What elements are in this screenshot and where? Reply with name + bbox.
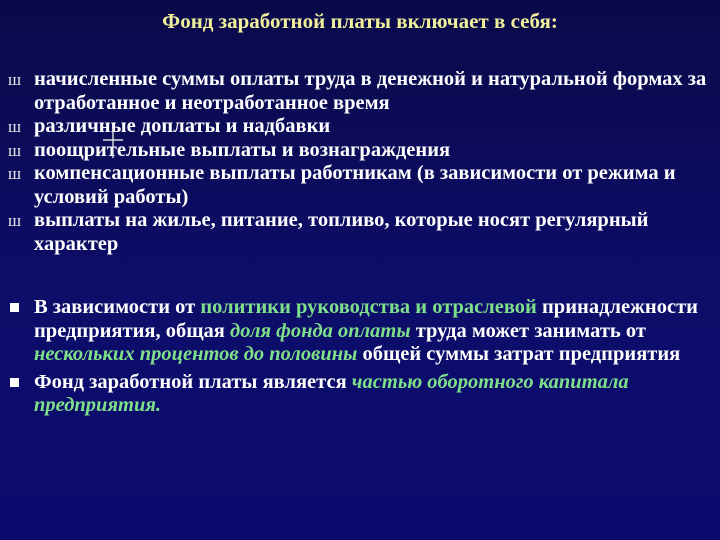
paragraph-1 — [8, 296, 708, 367]
bullet-marker: ш — [8, 117, 22, 136]
list-item-text: компенсационные выплаты работникам (в зависимости от режима и условий работы) — [34, 162, 676, 208]
para1-text-4: общей суммы затрат предприятия — [357, 343, 681, 365]
para1-highlight-1: политики руководства и отраслевой — [200, 296, 537, 318]
paragraph-2 — [8, 371, 708, 418]
bullet-list — [8, 68, 708, 418]
para2-emphasis-1: частью оборотного капитала предприятия. — [34, 370, 629, 416]
bullet-marker: ш — [8, 140, 22, 160]
para1-emphasis-2: нескольких процентов до половины — [34, 343, 358, 365]
square-bullet-icon — [10, 378, 19, 387]
bullet-marker: ш — [8, 70, 22, 89]
crosshair-cursor-icon — [103, 128, 123, 158]
list-item — [8, 209, 708, 256]
bullet-marker: ш — [8, 164, 22, 183]
para1-text-2: принадлежности предприятия, общая — [34, 296, 698, 342]
list-item-text: выплаты на жилье, питание, топливо, которые носят регулярный характер — [34, 209, 649, 255]
slide-title: Фонд заработной платы включает в себя: — [162, 9, 558, 33]
list-item-text: поощрительные выплаты и вознаграждения — [34, 138, 451, 161]
list-item — [8, 68, 708, 115]
list-item-text: начисленные суммы оплаты труда в денежной и натуральной формах за отработанное и неотработанное время — [34, 68, 707, 114]
para1-text-3: труда может занимать от — [410, 319, 646, 342]
para1-text-1: В зависимости от — [34, 296, 201, 318]
bullet-marker: ш — [8, 211, 22, 230]
list-item-text: различные доплаты и надбавки — [34, 115, 331, 137]
para2-text-1: Фонд заработной платы является — [34, 370, 352, 393]
para1-emphasis-1: доля фонда оплаты — [230, 319, 411, 342]
square-bullet-icon — [10, 303, 19, 312]
list-item — [8, 162, 708, 209]
